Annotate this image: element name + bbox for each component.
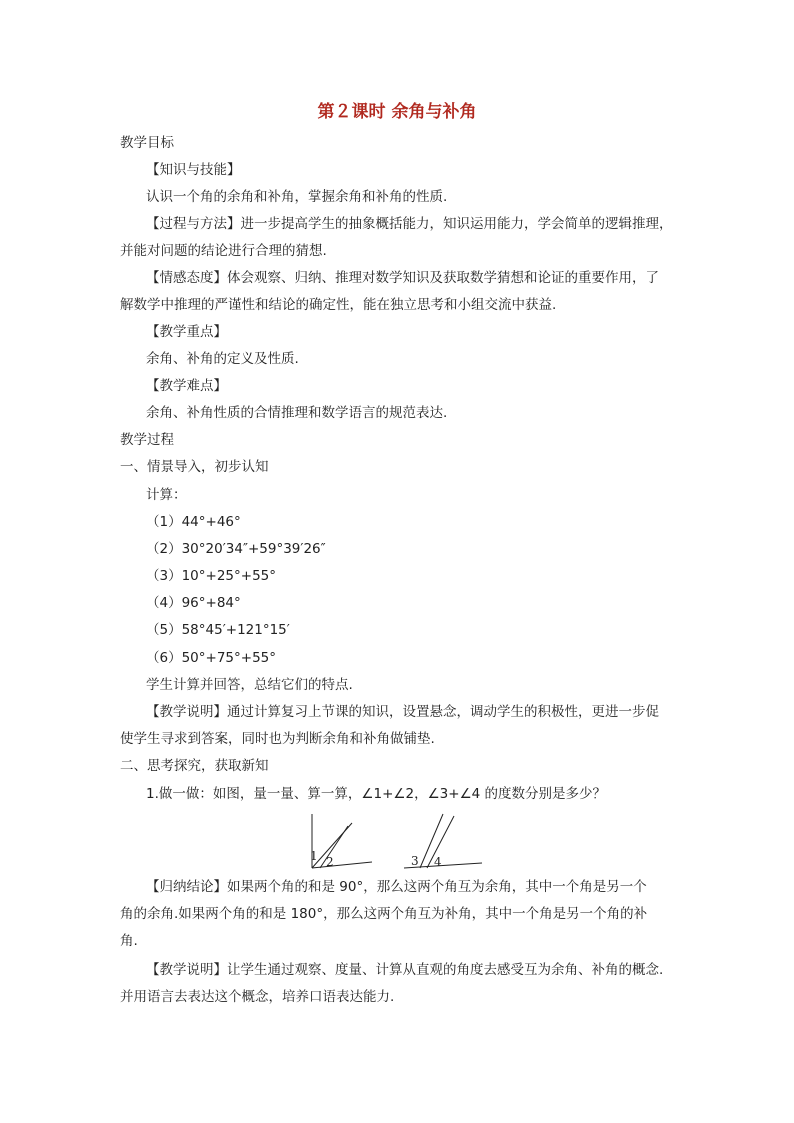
calc-item: （1）44°+46° — [146, 514, 241, 530]
key-text: 余角、补角的定义及性质. — [146, 351, 299, 367]
emotion-line-1: 【情感态度】体会观察、归纳、推理对数学知识及获取数学猜想和论证的重要作用，了 — [146, 270, 659, 286]
try-question: 1.做一做：如图，量一量、算一算，∠1+∠2，∠3+∠4 的度数分别是多少？ — [146, 786, 607, 802]
process-method-line-2: 并能对问题的结论进行合理的猜想. — [120, 243, 327, 259]
calc-item: （3）10°+25°+55° — [146, 568, 276, 584]
page-title: 第２课时 余角与补角 — [317, 102, 477, 122]
student-answer: 学生计算并回答，总结它们的特点. — [146, 677, 353, 693]
process-method-line-1: 【过程与方法】进一步提高学生的抽象概括能力，知识运用能力，学会简单的逻辑推理， — [146, 216, 673, 232]
teaching-note-1-line-2: 使学生寻求到答案，同时也为判断余角和补角做铺垫. — [120, 731, 435, 747]
conclusion-line-3: 角. — [120, 933, 138, 949]
angle-label-3: 3 — [411, 854, 419, 868]
calc-item: （6）50°+75°+55° — [146, 650, 276, 666]
conclusion-line-1: 【归纳结论】如果两个角的和是 90°，那么这两个角互为余角，其中一个角是另一个 — [146, 879, 647, 895]
calc-item: （2）30°20′34″+59°39′26″ — [146, 541, 326, 557]
calc-item: （5）58°45′+121°15′ — [146, 622, 290, 638]
difficulty-heading: 【教学难点】 — [146, 378, 227, 394]
teaching-note-2-line-2: 并用语言去表达这个概念，培养口语表达能力. — [120, 989, 395, 1005]
key-heading: 【教学重点】 — [146, 324, 227, 340]
section-2-heading: 二、思考探究，获取新知 — [120, 758, 269, 774]
conclusion-line-2: 角的余角.如果两个角的和是 180°，那么这两个角互为补角，其中一个角是另一个角的补 — [120, 906, 648, 922]
objectives-heading: 教学目标 — [120, 135, 174, 151]
section-1-heading: 一、情景导入，初步认知 — [120, 459, 269, 475]
difficulty-text: 余角、补角性质的合情推理和数学语言的规范表达. — [146, 405, 448, 421]
process-heading: 教学过程 — [120, 432, 174, 448]
calc-item: （4）96°+84° — [146, 595, 241, 611]
angle-figure — [300, 812, 490, 874]
calc-label: 计算： — [146, 487, 187, 503]
teaching-note-1-line-1: 【教学说明】通过计算复习上节课的知识，设置悬念，调动学生的积极性，更进一步促 — [146, 704, 659, 720]
angle-label-1: 1 — [310, 849, 318, 863]
figure-ray — [320, 826, 348, 868]
angle-label-4: 4 — [434, 855, 442, 869]
angle-label-2: 2 — [326, 855, 334, 869]
knowledge-text: 认识一个角的余角和补角，掌握余角和补角的性质. — [146, 189, 448, 205]
knowledge-heading: 【知识与技能】 — [146, 162, 241, 178]
teaching-note-2-line-1: 【教学说明】让学生通过观察、度量、计算从直观的角度去感受互为余角、补角的概念. — [146, 962, 664, 978]
emotion-line-2: 解数学中推理的严谨性和结论的确定性，能在独立思考和小组交流中获益. — [120, 297, 557, 313]
